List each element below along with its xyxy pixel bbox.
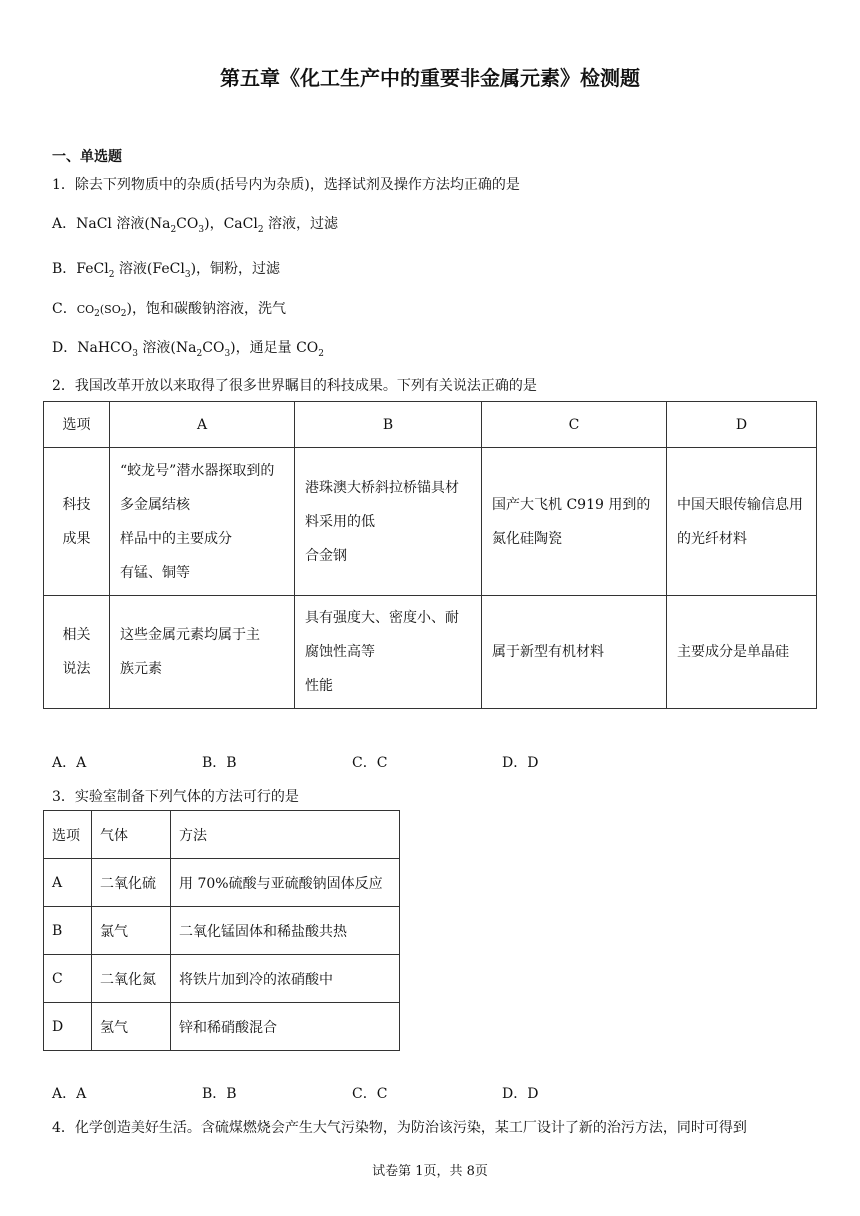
question-1-stem: 1．除去下列物质中的杂质(括号内为杂质)，选择试剂及操作方法均正确的是 [52, 177, 520, 193]
table-row [44, 859, 400, 907]
table-cell: 二氧化氮 [92, 955, 171, 1003]
section-heading: 一、单选题 [52, 149, 122, 165]
table-cell: 将铁片加到冷的浓硝酸中 [171, 955, 400, 1003]
table-cell: C [44, 955, 92, 1003]
table-cell-label: 相关 说法 [44, 596, 110, 709]
table-cell: 港珠澳大桥斜拉桥锚具材 料采用的低 合金钢 [295, 448, 482, 596]
table-cell: A [44, 859, 92, 907]
table-cell: 氯气 [92, 907, 171, 955]
table-row [44, 907, 400, 955]
table-row [44, 1003, 400, 1051]
question-2-choice-c: C．C [352, 755, 388, 771]
question-2-choice-d: D．D [502, 755, 539, 771]
table-cell: 国产大飞机 C919 用到的 氮化硅陶瓷 [482, 448, 667, 596]
question-3-choice-b: B．B [202, 1086, 237, 1102]
question-2-choice-a: A．A [52, 755, 87, 771]
table-cell: 锌和稀硝酸混合 [171, 1003, 400, 1051]
question-1-option-a: A．NaCl 溶液$(Na_2CO_3)$，CaCl$_2$ 溶液，过滤 [52, 216, 339, 235]
table-header-cell: 气体 [92, 811, 171, 859]
table-cell: 这些金属元素均属于主 族元素 [110, 596, 295, 709]
question-3-choice-c: C．C [352, 1086, 388, 1102]
table-row [44, 955, 400, 1003]
question-2-table [43, 401, 817, 709]
table-cell: 中国天眼传输信息用 的光纤材料 [667, 448, 817, 596]
question-1-option-c: C．$CO_2(SO_2)$，饱和碳酸钠溶液，洗气 [52, 301, 286, 320]
question-3-choice-d: D．D [502, 1086, 539, 1102]
table-cell: “蛟龙号”潜水器探取到的 多金属结核 样品中的主要成分 有锰、铜等 [110, 448, 295, 596]
table-cell: 二氧化硫 [92, 859, 171, 907]
table-cell: 具有强度大、密度小、耐 腐蚀性高等 性能 [295, 596, 482, 709]
question-4-stem: 4．化学创造美好生活。含硫煤燃烧会产生大气污染物，为防治该污染，某工厂设计了新的治污方法，同时可得到 [52, 1120, 747, 1136]
table-header-cell: C [482, 402, 667, 448]
table-cell: 主要成分是单晶硅 [667, 596, 817, 709]
page-footer: 试卷第 1页，共 8页 [372, 1164, 488, 1179]
table-header-cell: 方法 [171, 811, 400, 859]
table-cell: 属于新型有机材料 [482, 596, 667, 709]
table-header-cell: A [110, 402, 295, 448]
table-cell: 氢气 [92, 1003, 171, 1051]
table-header-cell: 选项 [44, 811, 92, 859]
question-3-choice-a: A．A [52, 1086, 87, 1102]
table-row [44, 448, 817, 596]
question-3-table [43, 810, 400, 1051]
question-3-stem: 3．实验室制备下列气体的方法可行的是 [52, 789, 299, 805]
question-1-option-b: B．FeCl$_2$ 溶液(FeCl$_3$)，铜粉，过滤 [52, 261, 281, 280]
table-cell: D [44, 1003, 92, 1051]
table-cell: 二氧化锰固体和稀盐酸共热 [171, 907, 400, 955]
table-header-row [44, 811, 400, 859]
page-title: 第五章《化工生产中的重要非金属元素》检测题 [220, 66, 640, 90]
table-row [44, 596, 817, 709]
table-header-cell: 选项 [44, 402, 110, 448]
table-header-cell: D [667, 402, 817, 448]
table-cell: B [44, 907, 92, 955]
question-2-stem: 2．我国改革开放以来取得了很多世界瞩目的科技成果。下列有关说法正确的是 [52, 378, 537, 394]
table-header-cell: B [295, 402, 482, 448]
question-2-choice-b: B．B [202, 755, 237, 771]
table-header-row [44, 402, 817, 448]
question-1-option-d: D．NaHCO$_3$ 溶液$(Na_2CO_3)$，通足量 $CO_2$ [52, 340, 325, 359]
table-cell-label: 科技 成果 [44, 448, 110, 596]
table-cell: 用 70%硫酸与亚硫酸钠固体反应 [171, 859, 400, 907]
